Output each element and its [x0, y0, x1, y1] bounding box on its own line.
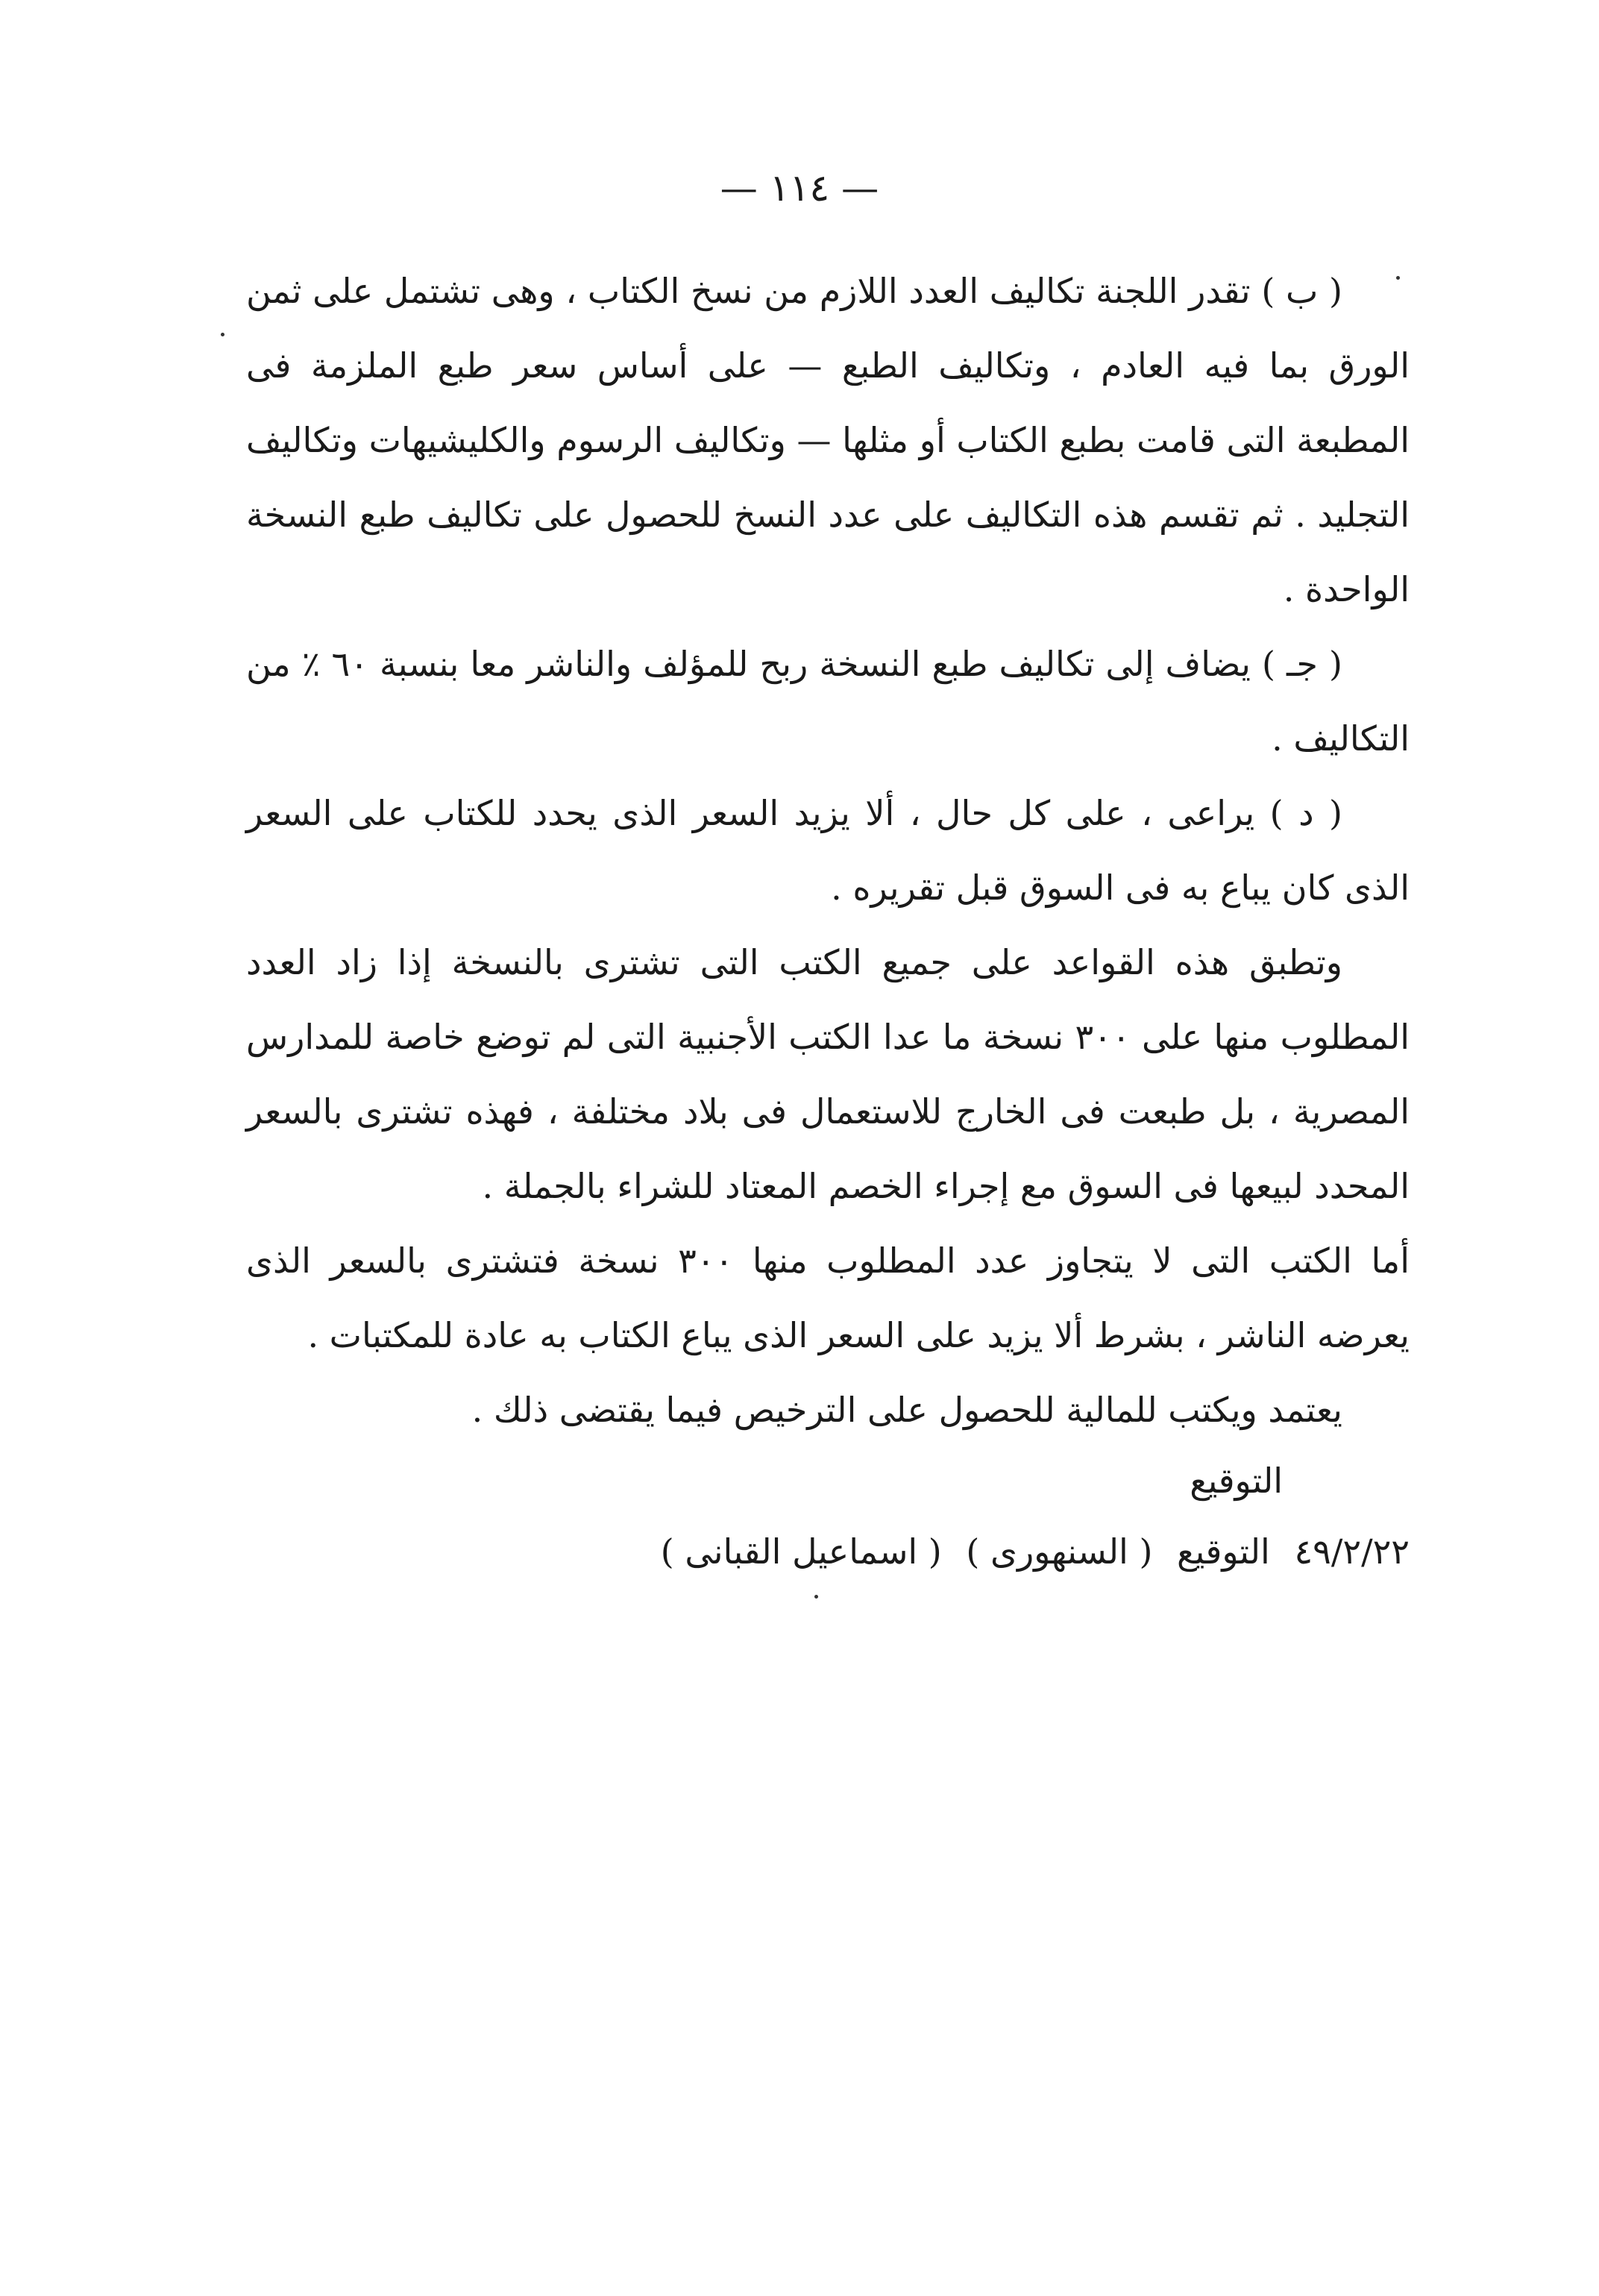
- scan-speck: [814, 1595, 818, 1599]
- paragraph-j: ( جـ ) يضاف إلى تكاليف طبع النسخة ربح للمؤلف والناشر معا بنسبة ٦٠ ٪ من التكاليف .: [246, 644, 1410, 759]
- signature-line-label: التوقيع: [1177, 1531, 1270, 1572]
- signature-date: ٤٩/٢/٢٢: [1294, 1531, 1410, 1572]
- paragraph-d: ( د ) يراعى ، على كل حال ، ألا يزيد السعر الذى يحدد للكتاب على السعر الذى كان يباع به فى السوق قبل تقريره .: [246, 793, 1410, 908]
- body-text: [246, 254, 1410, 1589]
- paragraph-b: ( ب ) تقدر اللجنة تكاليف العدد اللازم من نسخ الكتاب ، وهى تشتمل على ثمن الورق بما فيه العادم ، وتكاليف الطبع — على أساس سعر طبع الملزمة فى المطبعة التى قامت بطبع الكتاب أو مثلها — وتكاليف الرسوم والكليشيهات وتكاليف التجليد . ثم تقسم هذه التكاليف على عدد النسخ للحصول على تكاليف طبع النسخة الواحدة .: [246, 271, 1410, 609]
- scan-speck: [221, 333, 224, 336]
- signature-label: التوقيع: [1190, 1461, 1283, 1501]
- paragraph-small-orders: أما الكتب التى لا يتجاوز عدد المطلوب منها ٣٠٠ نسخة فتشترى بالسعر الذى يعرضه الناشر ، بشرط ألا يزيد على السعر الذى يباع الكتاب به عادة للمكتبات .: [246, 1240, 1410, 1355]
- signer-sanhoury: ( السنهورى ): [966, 1531, 1153, 1572]
- signature-line: [246, 1514, 1410, 1589]
- paragraph-rules-application: وتطبق هذه القواعد على جميع الكتب التى تشترى بالنسخة إذا زاد العدد المطلوب منها على ٣٠٠ نسخة ما عدا الكتب الأجنبية التى لم توضع خاصة للمدارس المصرية ، بل طبعت فى الخارج للاستعمال فى بلاد مختلفة ، فهذه تشترى بالسعر المحدد لبيعها فى السوق مع إجراء الخصم المعتاد للشراء بالجملة .: [246, 942, 1410, 1206]
- page-number: — ١١٤ —: [720, 166, 879, 210]
- signer-qabbani: ( اسماعيل القبانى ): [660, 1531, 942, 1572]
- approval-note: يعتمد ويكتب للمالية للحصول على الترخيص فيما يقتضى ذلك .: [471, 1390, 1342, 1430]
